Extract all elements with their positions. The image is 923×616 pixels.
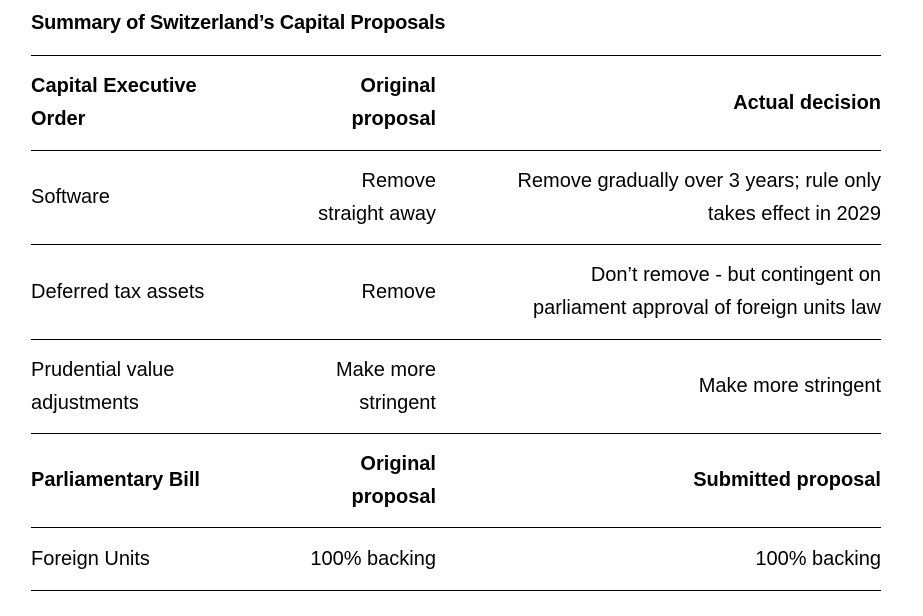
header-text: Submitted proposal [693, 469, 881, 491]
cell-text: Software [31, 186, 110, 208]
cell-text: Remove [361, 280, 436, 303]
header-text: Capital Executive [31, 75, 197, 97]
header-text: Parliamentary Bill [31, 469, 200, 491]
original-proposal-cell [276, 276, 436, 309]
header-text: Actual decision [733, 91, 881, 114]
table-title: Summary of Switzerland’s Capital Proposals [31, 12, 446, 34]
cell-text: Prudential value [31, 358, 175, 381]
original-proposal-cell [276, 165, 436, 231]
table-row [31, 245, 881, 340]
row-label-cell [31, 354, 276, 420]
cell-text: adjustments [31, 391, 139, 414]
decision-cell [436, 259, 881, 325]
cell-text: Deferred tax assets [31, 280, 205, 303]
table-header-row [31, 434, 881, 528]
header-cell-category [31, 464, 276, 497]
table-row [31, 340, 881, 434]
decision-cell [436, 370, 881, 403]
header-cell-original [276, 70, 436, 136]
submitted-proposal-cell [436, 543, 881, 576]
cell-text: straight away [318, 202, 436, 225]
row-label-cell [31, 276, 276, 309]
cell-text: stringent [359, 391, 436, 414]
header-cell-decision [436, 87, 881, 120]
cell-text: Remove [361, 169, 436, 192]
header-cell-submitted [436, 464, 881, 497]
cell-text: parliament approval of foreign units law [533, 297, 881, 319]
cell-text: 100% backing [310, 547, 436, 570]
header-text: proposal [351, 108, 436, 130]
proposals-table [31, 55, 881, 591]
header-text: Original [360, 452, 436, 475]
cell-text: Make more [335, 358, 436, 381]
original-proposal-cell [276, 543, 436, 576]
cell-text: Remove gradually over 3 years; rule only [517, 169, 881, 192]
table-header-row [31, 56, 881, 151]
decision-cell [436, 165, 881, 231]
row-label-cell [31, 181, 276, 214]
cell-text: 100% backing [755, 547, 881, 570]
table-row [31, 151, 881, 245]
cell-text: takes effect in 2029 [707, 202, 881, 225]
header-cell-original [276, 448, 436, 514]
cell-text: Foreign Units [31, 547, 150, 570]
header-text: Original [360, 75, 436, 97]
table-row [31, 528, 881, 591]
cell-text: Make more stringent [698, 375, 881, 397]
cell-text: Don’t remove - but contingent on [590, 264, 881, 286]
original-proposal-cell [276, 354, 436, 420]
header-cell-category [31, 70, 276, 136]
header-text: proposal [351, 485, 436, 508]
row-label-cell [31, 543, 276, 576]
header-text: Order [31, 108, 86, 130]
